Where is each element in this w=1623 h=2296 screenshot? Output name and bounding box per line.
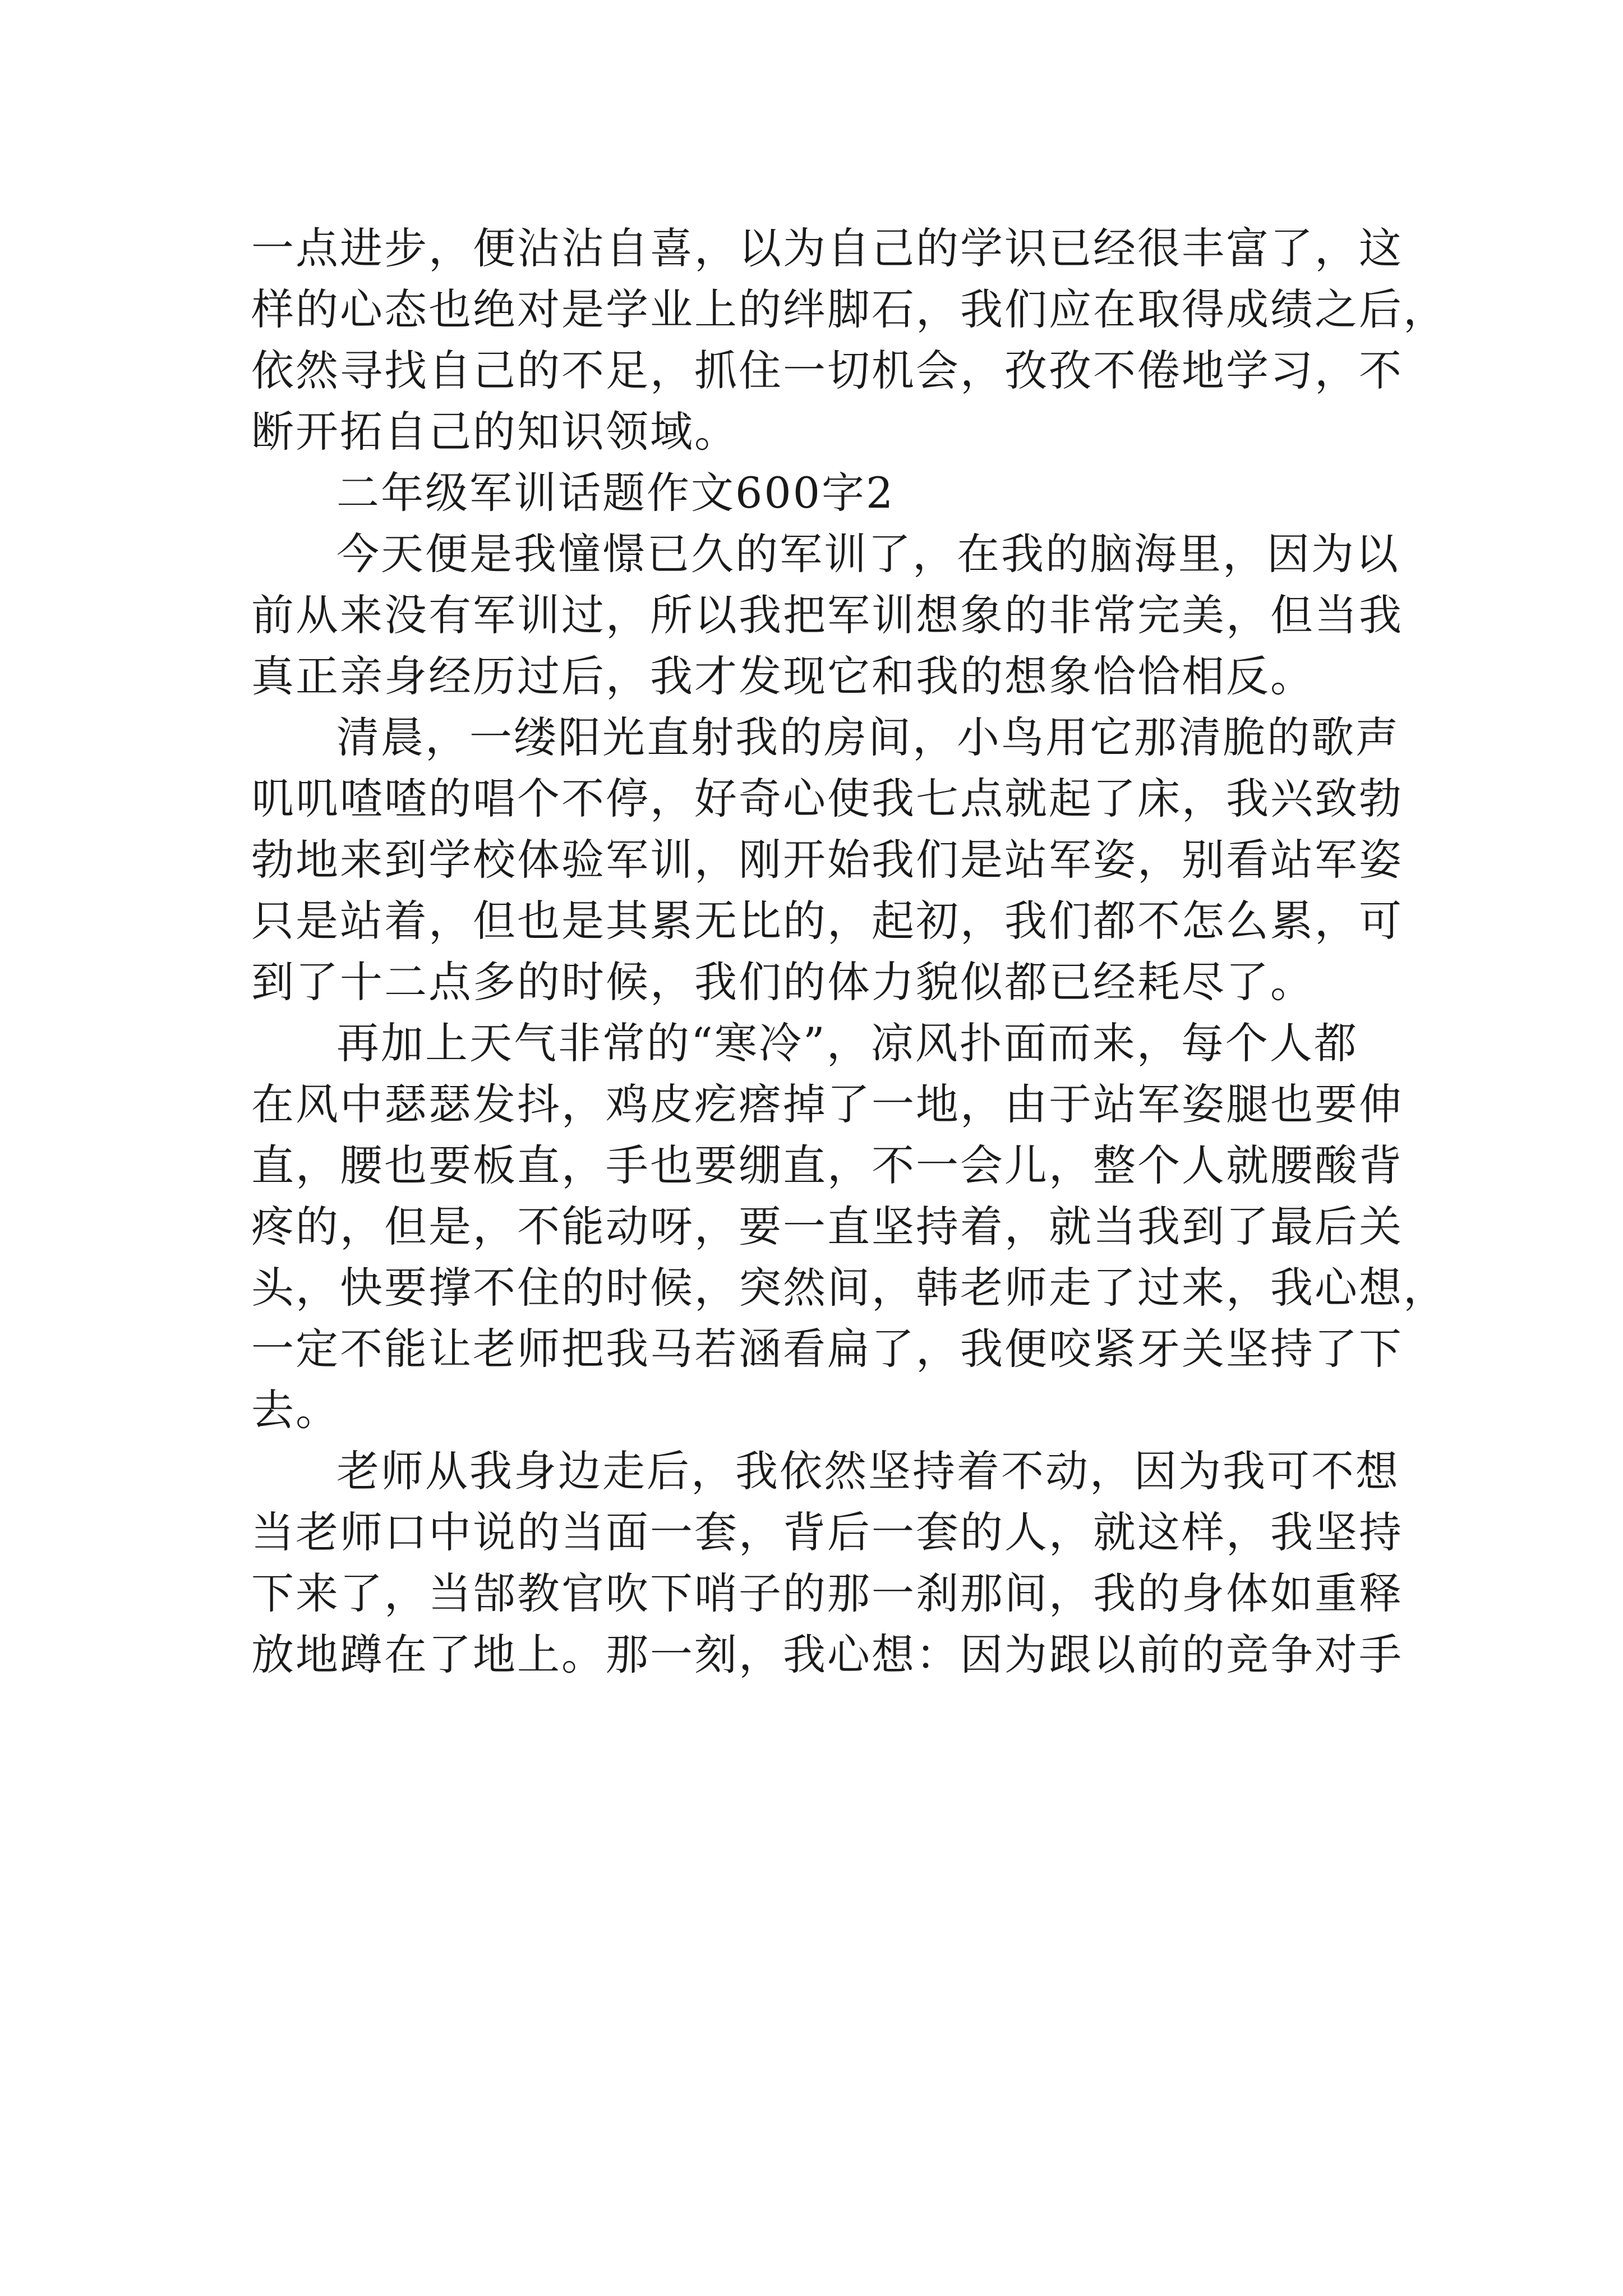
text-line: 今天便是我憧憬已久的军训了，在我的脑海里，因为以 <box>336 529 1400 579</box>
text-line: 疼的，但是，不能动呀，要一直坚持着，就当我到了最后关 <box>251 1202 1403 1251</box>
text-line: 放地蹲在了地上。那一刻，我心想：因为跟以前的竞争对手 <box>251 1630 1403 1680</box>
text-line: 再加上天气非常的“寒冷”，凉风扑面而来，每个人都 <box>336 1018 1358 1068</box>
text-line: 只是站着，但也是其累无比的，起初，我们都不怎么累，可 <box>251 896 1403 946</box>
text-line: 直，腰也要板直，手也要绷直，不一会儿，整个人就腰酸背 <box>251 1140 1403 1190</box>
text-line: 一定不能让老师把我马若涵看扁了，我便咬紧牙关坚持了下 <box>251 1324 1403 1374</box>
text-line: 前从来没有军训过，所以我把军训想象的非常完美，但当我 <box>251 590 1403 640</box>
text-line: 在风中瑟瑟发抖，鸡皮疙瘩掉了一地，由于站军姿腿也要伸 <box>251 1079 1403 1129</box>
text-line: 样的心态也绝对是学业上的绊脚石，我们应在取得成绩之后， <box>251 284 1447 334</box>
text-line: 勃地来到学校体验军训，刚开始我们是站军姿，别看站军姿 <box>251 835 1403 885</box>
text-line: 断开拓自己的知识领域。 <box>251 407 739 457</box>
text-line: 当老师口中说的当面一套，背后一套的人，就这样，我坚持 <box>251 1507 1403 1557</box>
text-line: 一点进步，便沾沾自喜，以为自己的学识已经很丰富了，这 <box>251 223 1403 273</box>
text-line: 老师从我身边走后，我依然坚持着不动，因为我可不想 <box>336 1446 1400 1496</box>
text-line: 去。 <box>251 1385 340 1435</box>
text-line: 头，快要撑不住的时候，突然间，韩老师走了过来，我心想， <box>251 1263 1447 1313</box>
text-line: 下来了，当郜教官吹下哨子的那一刹那间，我的身体如重释 <box>251 1568 1403 1618</box>
text-line: 清晨，一缕阳光直射我的房间，小鸟用它那清脆的歌声 <box>336 712 1400 762</box>
section-heading: 二年级军训话题作文600字2 <box>336 468 895 518</box>
text-line: 到了十二点多的时候，我们的体力貌似都已经耗尽了。 <box>251 957 1315 1007</box>
essay-body <box>251 218 1447 1685</box>
text-line: 叽叽喳喳的唱个不停，好奇心使我七点就起了床，我兴致勃 <box>251 774 1403 823</box>
text-line: 真正亲身经历过后，我才发现它和我的想象恰恰相反。 <box>251 651 1315 701</box>
text-line: 依然寻找自己的不足，抓住一切机会，孜孜不倦地学习，不 <box>251 346 1403 395</box>
